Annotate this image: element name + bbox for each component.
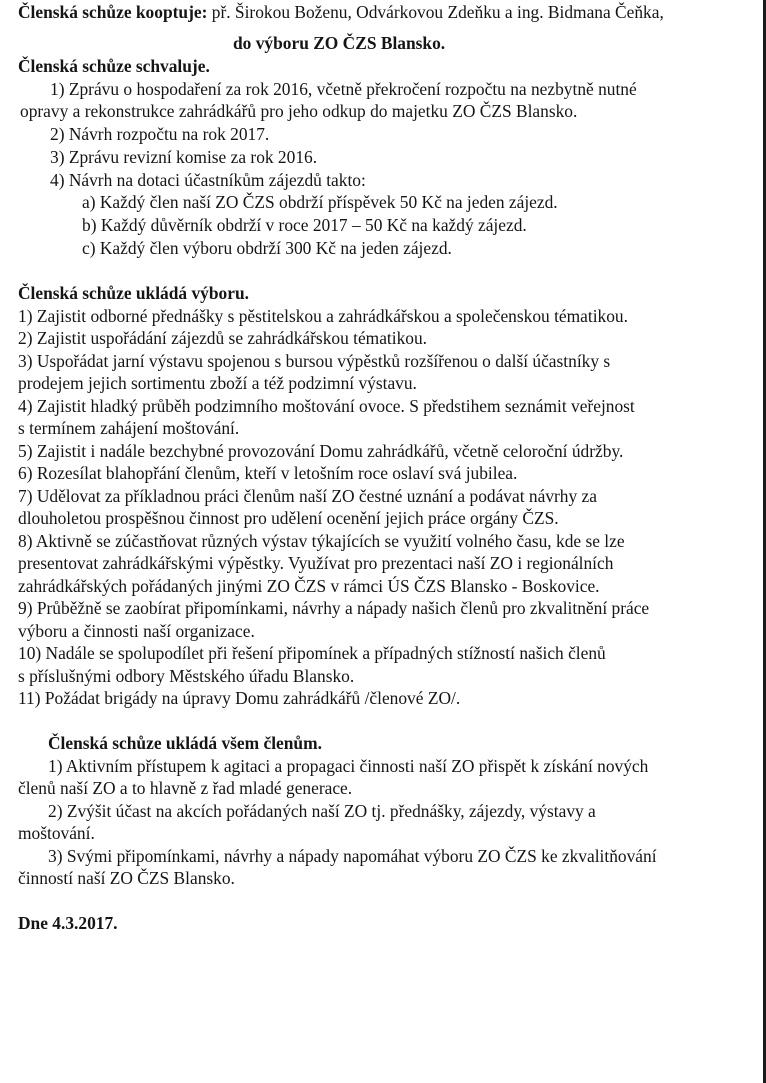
vyboru-line: presentovat zahrádkářskými výpěstky. Využívat pro prezentaci naší ZO i regionálních: [18, 553, 614, 573]
vyboru-line: 8) Aktivně se zúčastňovat různých výstav týkajících se využití volného času, kde se lze: [18, 531, 625, 551]
clenum-line: činností naší ZO ČZS Blansko.: [18, 868, 235, 888]
document-date: Dne 4.3.2017.: [18, 913, 118, 933]
kooptuje-line-2: do výboru ZO ČZS Blansko.: [233, 33, 446, 53]
schvaluje-item-3: 3) Zprávu revizní komise za rok 2016.: [50, 147, 318, 167]
schvaluje-item-4c: c) Každý člen výboru obdrží 300 Kč na jeden zájezd.: [82, 238, 452, 258]
kooptuje-heading: Členská schůze kooptuje:: [18, 2, 208, 22]
clenum-line: 3) Svými připomínkami, návrhy a nápady napomáhat výboru ZO ČZS ke zkvalitňování: [48, 846, 657, 866]
vyboru-line: zahrádkářských pořádaných jinými ZO ČZS v rámci ÚS ČZS Blansko - Boskovice.: [18, 576, 600, 596]
clenum-line: 1) Aktivním přístupem k agitaci a propagaci činnosti naší ZO přispět k získání nových: [48, 756, 649, 776]
vyboru-line: 11) Požádat brigády na úpravy Domu zahrádkářů /členové ZO/.: [18, 688, 461, 708]
schvaluje-item-4: 4) Návrh na dotaci účastníkům zájezdů takto:: [50, 170, 366, 190]
vyboru-line: s termínem zahájení moštování.: [18, 418, 240, 438]
vyboru-line: 5) Zajistit i nadále bezchybné provozování Domu zahrádkářů, včetně celoroční údržby.: [18, 441, 624, 461]
clenum-heading: Členská schůze ukládá všem členům.: [48, 733, 322, 753]
vyboru-line: 3) Uspořádat jarní výstavu spojenou s bursou výpěstků rozšířenou o další účastníky s: [18, 351, 611, 371]
clenum-line: 2) Zvýšit účast na akcích pořádaných naší ZO tj. přednášky, zájezdy, výstavy a: [48, 801, 596, 821]
kooptuje-text: př. Širokou Boženu, Odvárkovou Zdeňku a ing. Bidmana Čeňka,: [211, 2, 664, 22]
vyboru-line: výboru a činnosti naší organizace.: [18, 621, 255, 641]
vyboru-line: 7) Udělovat za příkladnou práci členům naší ZO čestné uznání a podávat návrhy za: [18, 486, 597, 506]
vyboru-line: s příslušnými odbory Městského úřadu Blansko.: [18, 666, 355, 686]
kooptuje-paragraph: [18, 2, 664, 23]
vyboru-line: dlouholetou prospěšnou činnost pro udělení ocenění jejich práce orgány ČZS.: [18, 508, 559, 528]
vyboru-line: 6) Rozesílat blahopřání členům, kteří v letošním roce oslaví svá jubilea.: [18, 463, 518, 483]
schvaluje-item-1-cont: opravy a rekonstrukce zahrádkářů pro jeho odkup do majetku ZO ČZS Blansko.: [20, 101, 578, 121]
clenum-line: moštování.: [18, 823, 95, 843]
vyboru-line: 2) Zajistit uspořádání zájezdů se zahrádkářskou tématikou.: [18, 328, 428, 348]
vyboru-line: 4) Zajistit hladký průběh podzimního moštování ovoce. S předstihem seznámit veřejnost: [18, 396, 635, 416]
vyboru-line: prodejem jejich sortimentu zboží a též podzimní výstavu.: [18, 373, 417, 393]
schvaluje-item-4a: a) Každý člen naší ZO ČZS obdrží příspěvek 50 Kč na jeden zájezd.: [82, 192, 558, 212]
clenum-line: členů naší ZO a to hlavně z řad mladé generace.: [18, 778, 353, 798]
vyboru-line: 1) Zajistit odborné přednášky s pěstitelskou a zahrádkářskou a společenskou tématikou.: [18, 306, 628, 326]
vyboru-line: 9) Průběžně se zaobírat připomínkami, návrhy a nápady našich členů pro zkvalitnění práce: [18, 598, 650, 618]
vyboru-line: 10) Nadále se spolupodílet při řešení připomínek a případných stížností našich členů: [18, 643, 606, 663]
schvaluje-heading: Členská schůze schvaluje.: [18, 56, 210, 76]
schvaluje-item-1: 1) Zprávu o hospodaření za rok 2016, včetně překročení rozpočtu na nezbytně nutné: [50, 79, 637, 99]
schvaluje-item-2: 2) Návrh rozpočtu na rok 2017.: [50, 124, 270, 144]
schvaluje-item-4b: b) Každý důvěrník obdrží v roce 2017 – 50 Kč na každý zájezd.: [82, 215, 527, 235]
vyboru-heading: Členská schůze ukládá výboru.: [18, 283, 249, 303]
